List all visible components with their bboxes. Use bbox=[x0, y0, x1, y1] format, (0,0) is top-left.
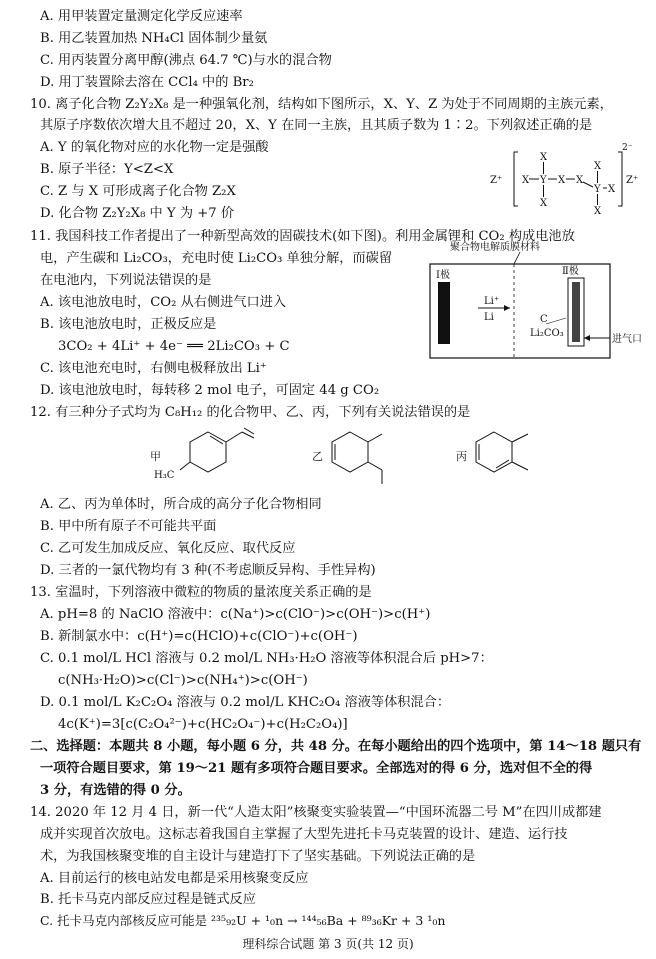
q14-stem-line1: 14. 2020 年 12 月 4 日，新一代“人造太阳”核聚变实验装置—“中国环流器二号 M”在四川成都建 bbox=[30, 805, 602, 820]
y-atom-right: Y bbox=[594, 184, 601, 195]
q11-stem-line1: 11. 我国科技工作者提出了一种新型高效的固碳技术(如下图)。利用金属锂和 CO₂ 构成电池放 bbox=[30, 229, 575, 244]
q14-option-a: A. 目前运行的核电站发电都是采用核聚变反应 bbox=[40, 871, 309, 886]
three-isomers-figure bbox=[150, 418, 580, 494]
x-atom: X bbox=[608, 184, 616, 195]
ion-charge: 2⁻ bbox=[622, 143, 633, 153]
q11-option-a: A. 该电池放电时，CO₂ 从右侧进气口进入 bbox=[40, 295, 287, 310]
peroxodisulfate-structure bbox=[490, 140, 640, 218]
q14-stem-line3: 术，为我国核聚变堆的自主设计与建造打下了坚实基础。下列说法正确的是 bbox=[40, 849, 476, 864]
z-ion-left: Z⁺ bbox=[490, 175, 503, 186]
q12-option-c: C. 乙可发生加成反应、氧化反应、取代反应 bbox=[40, 541, 296, 556]
page-footer: 理科综合试题 第 3 页(共 12 页) bbox=[242, 937, 414, 951]
q11-positive-electrode-equation: 3CO₂ + 4Li⁺ + 4e⁻ ══ 2Li₂CO₃ + C bbox=[58, 339, 290, 354]
methyl-h3c-label: H₃C bbox=[154, 470, 175, 481]
q14-option-b: B. 托卡马克内部反应过程是链式反应 bbox=[40, 892, 256, 907]
x-atom: X bbox=[522, 175, 530, 186]
x-atom: X bbox=[576, 175, 584, 186]
q14-stem-line2: 成并实现首次放电。这标志着我国自主掌握了大型先进托卡马克装置的设计、建造、运行技 bbox=[40, 827, 568, 842]
q12-option-d: D. 三者的一氯代物均有 3 种(不考虑顺反异构、手性异构) bbox=[40, 563, 376, 578]
q10-structure-figure bbox=[490, 140, 640, 218]
q11-option-d: D. 该电池放电时，每转移 2 mol 电子，可固定 44 g CO₂ bbox=[40, 383, 380, 398]
q12-option-a: A. 乙、丙为单体时，所合成的高分子化合物相同 bbox=[40, 497, 322, 512]
q11-option-c: C. 该电池充电时，右侧电极释放出 Li⁺ bbox=[40, 361, 267, 376]
x-atom: X bbox=[594, 206, 602, 217]
x-atom: X bbox=[594, 161, 602, 172]
q13-option-b: B. 新制氯水中：c(H⁺)=c(HClO)+c(ClO⁻)+c(OH⁻) bbox=[40, 629, 358, 644]
right-electrode-core bbox=[572, 282, 580, 342]
q10-option-c: C. Z 与 X 可形成离子化合物 Z₂X bbox=[40, 184, 236, 199]
q13-stem: 13. 室温时，下列溶液中微粒的物质的量浓度关系正确的是 bbox=[30, 585, 372, 600]
li-ion-label: Li⁺ bbox=[484, 296, 500, 307]
compound-jia-ring bbox=[190, 432, 226, 472]
section2-heading: 二、选择题：本题共 8 小题，每小题 6 分，共 48 分。在每小题给出的四个选项中，第 14～18 题只有 bbox=[30, 739, 642, 754]
gas-inlet-label: 进气口 bbox=[612, 334, 642, 345]
compound-yi-ring bbox=[332, 432, 368, 472]
li2co3-label: Li₂CO₃ bbox=[530, 328, 564, 339]
q9-option-b: B. 用乙装置加热 NH₄Cl 固体制少量氨 bbox=[40, 31, 268, 46]
q13-option-c-line1: C. 0.1 mol/L HCl 溶液与 0.2 mol/L NH₃·H₂O 溶液等体积混合后 pH>7： bbox=[40, 651, 493, 666]
left-electrode bbox=[438, 282, 450, 344]
q12-structures bbox=[150, 418, 580, 494]
q9-option-d: D. 用丁装置除去溶在 CCl₄ 中的 Br₂ bbox=[40, 75, 254, 90]
li-label: Li bbox=[484, 312, 494, 323]
section2-line3: 3 分，有选错的得 0 分。 bbox=[40, 783, 191, 798]
x-atom: X bbox=[540, 152, 548, 163]
left-pole-label: Ⅰ极 bbox=[436, 270, 450, 281]
q11-stem-line3: 在电池内，下列说法错误的是 bbox=[40, 273, 212, 288]
carbon-label: C bbox=[540, 314, 548, 325]
q12-option-b: B. 甲中所有原子不可能共平面 bbox=[40, 519, 217, 534]
compound-jia-label: 甲 bbox=[150, 450, 161, 463]
q12-stem: 12. 有三种分子式均为 C₈H₁₂ 的化合物甲、乙、丙，下列有关说法错误的是 bbox=[30, 405, 471, 420]
q14-option-c: C. 托卡马克内部核反应可能是 ²³⁵₉₂U + ¹₀n → ¹⁴⁴₅₆Ba + ⁸⁹₃₆Kr + 3 ¹₀n bbox=[40, 913, 446, 928]
q10-option-b: B. 原子半径：Y<Z<X bbox=[40, 162, 174, 177]
right-pole-label: Ⅱ极 bbox=[562, 266, 579, 277]
compound-bing-label: 丙 bbox=[456, 450, 467, 463]
section2-line2: 一项符合题目要求，第 19～21 题有多项符合题目要求。全部选对的得 6 分，选对但不全的得 bbox=[40, 761, 593, 776]
q13-option-d-line2: 4c(K⁺)=3[c(C₂O₄²⁻)+c(HC₂O₄⁻)+c(H₂C₂O₄)] bbox=[58, 717, 348, 732]
q10-stem-line2: 其原子序数依次增大且不超过 20，X、Y 在同一主族，且其质子数为 1∶2。下列叙述正确的是 bbox=[40, 118, 593, 133]
q11-option-b: B. 该电池放电时，正极反应是 bbox=[40, 317, 217, 332]
q13-option-c-line2: c(NH₃·H₂O)>c(Cl⁻)>c(NH₄⁺)>c(OH⁻) bbox=[58, 673, 308, 688]
q10-option-a: A. Y 的氧化物对应的水化物一定是强酸 bbox=[40, 140, 269, 155]
q13-option-a: A. pH=8 的 NaClO 溶液中：c(Na⁺)>c(ClO⁻)>c(OH⁻)>c(H⁺) bbox=[40, 607, 431, 622]
q11-stem-line2: 电，产生碳和 Li₂CO₃，充电时使 Li₂CO₃ 单独分解，而碳留 bbox=[40, 251, 393, 266]
y-atom-left: Y bbox=[540, 175, 547, 186]
x-atom: X bbox=[540, 198, 548, 209]
q9-option-c: C. 用丙装置分离甲醇(沸点 64.7 ℃)与水的混合物 bbox=[40, 53, 332, 68]
compound-bing-ring bbox=[476, 432, 512, 472]
compound-yi-label: 乙 bbox=[312, 450, 323, 463]
q9-option-a: A. 用甲装置定量测定化学反应速率 bbox=[40, 9, 243, 24]
q11-battery-figure bbox=[428, 238, 644, 362]
q10-stem-line1: 10. 离子化合物 Z₂Y₂X₈ 是一种强氧化剂，结构如下图所示，X、Y、Z 为处于不同周期的主族元素， bbox=[30, 97, 613, 112]
membrane-label: 聚合物电解质膜材料 bbox=[450, 242, 540, 253]
x-atom: X bbox=[558, 175, 566, 186]
q13-option-d-line1: D. 0.1 mol/L K₂C₂O₄ 溶液与 0.2 mol/L KHC₂O₄ 溶液等体积混合： bbox=[40, 695, 451, 710]
li-co2-battery-diagram bbox=[428, 238, 644, 362]
z-ion-right: Z⁺ bbox=[626, 175, 639, 186]
q10-option-d: D. 化合物 Z₂Y₂X₈ 中 Y 为 +7 价 bbox=[40, 206, 235, 221]
